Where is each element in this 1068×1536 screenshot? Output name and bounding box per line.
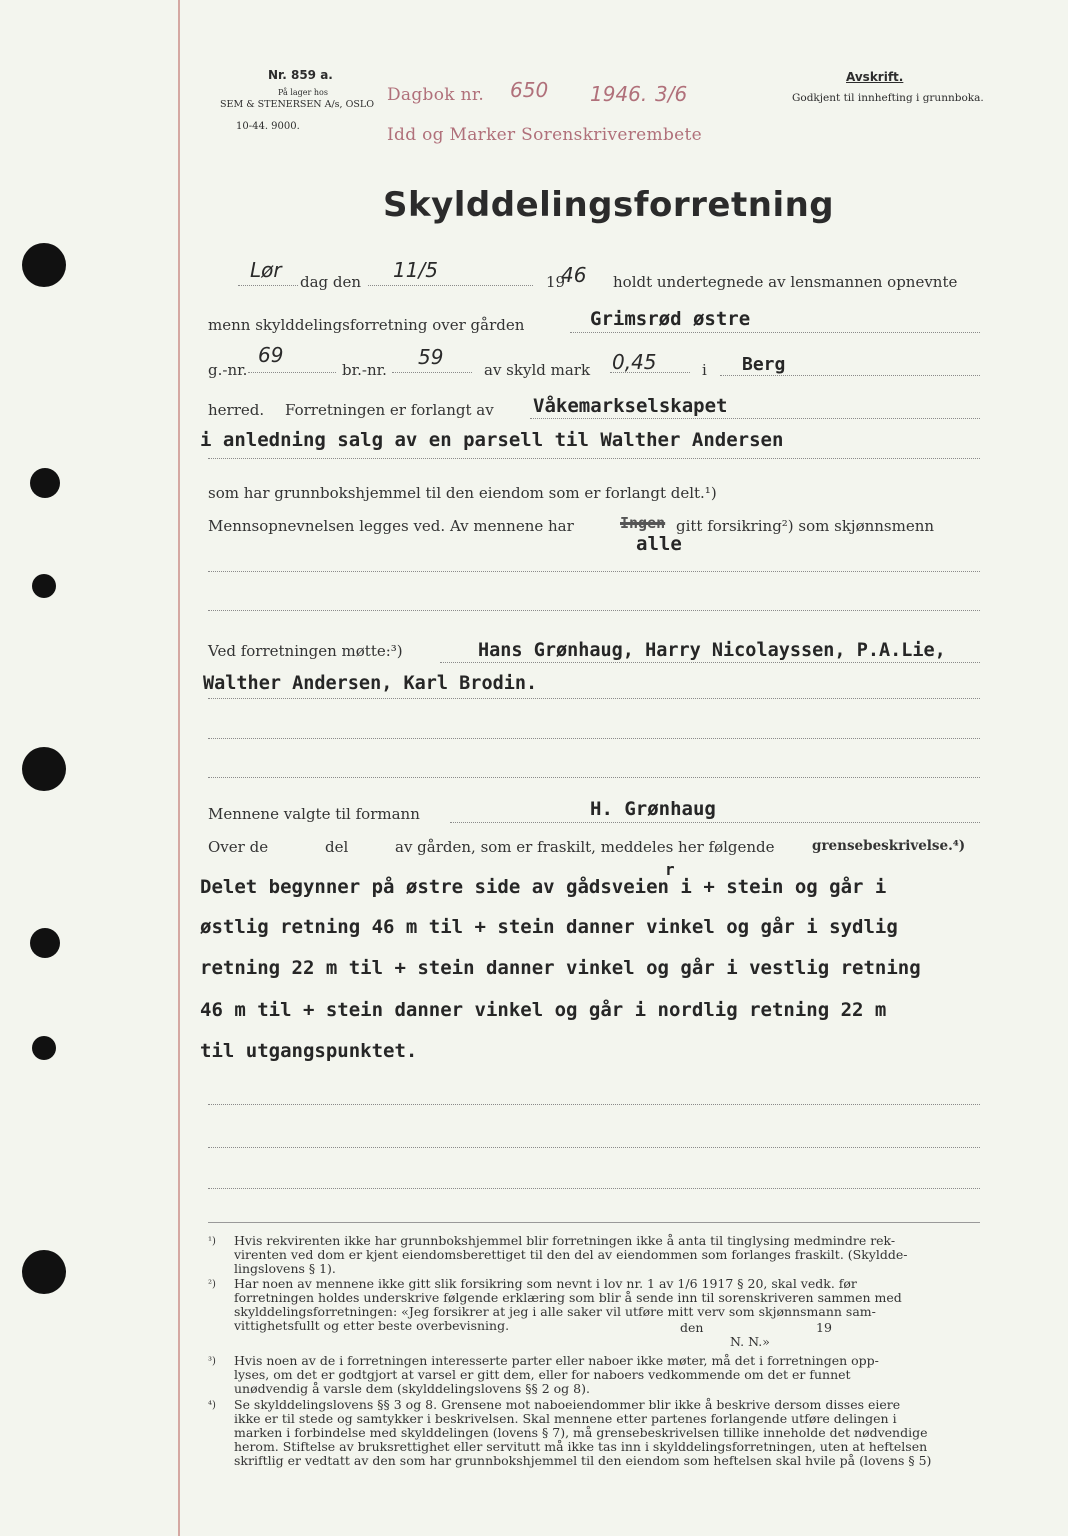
punch-hole bbox=[22, 747, 66, 791]
dotted-line bbox=[530, 418, 980, 419]
line2-text: menn skylddelingsforretning over gården bbox=[208, 316, 525, 334]
footnote-1-line: virenten ved dom er kjent eiendomsberettiget til den del av eiendommen som forlanges fraskilt. (Skyldde- bbox=[234, 1247, 908, 1262]
footnote-divider bbox=[208, 1222, 980, 1223]
dotted-line bbox=[248, 372, 336, 373]
dotted-line bbox=[208, 458, 980, 459]
footnote-4-line: ikke er til stede og samtykker i beskrivelsen. Skal mennene etter partenes forlangende utføre delingen i bbox=[234, 1411, 897, 1426]
punch-hole bbox=[22, 243, 66, 287]
year-value: 46 bbox=[561, 263, 587, 287]
day-label: dag den bbox=[300, 273, 362, 291]
dotted-line bbox=[208, 1147, 980, 1148]
footnote-2-year: 19 bbox=[816, 1320, 832, 1335]
copy-label: Avskrift. bbox=[846, 70, 904, 84]
dotted-line bbox=[440, 662, 980, 663]
weekday: Lør bbox=[250, 258, 282, 282]
reason-text: i anledning salg av en parsell til Walther Andersen bbox=[200, 429, 784, 451]
mennsopp-text1: Mennsopnevnelsen legges ved. Av mennene har bbox=[208, 517, 574, 535]
punch-hole bbox=[32, 574, 56, 598]
gnr-value: 69 bbox=[258, 343, 284, 367]
punch-hole bbox=[30, 928, 60, 958]
year-prefix: 19 bbox=[546, 273, 566, 291]
boundary-line: til utgangspunktet. bbox=[200, 1040, 418, 1062]
footnote-2-sign: N. N.» bbox=[730, 1334, 770, 1349]
chair-label: Mennene valgte til formann bbox=[208, 805, 420, 823]
print-code: 10-44. 9000. bbox=[236, 121, 300, 132]
bnr-label: br.-nr. bbox=[342, 361, 387, 379]
journal-stamp: Dagbok nr. bbox=[387, 85, 485, 105]
punch-hole bbox=[30, 468, 60, 498]
footnote-2-line: forretningen holdes underskrive følgende erklæring som blir å sende inn til sorenskriveren sammen med bbox=[234, 1290, 902, 1305]
punch-hole bbox=[32, 1036, 56, 1060]
journal-date: 3/6 bbox=[655, 82, 688, 106]
publisher-line2: SEM & STENERSEN A/s, OSLO bbox=[220, 99, 374, 110]
struck-word: Ingen bbox=[620, 514, 666, 532]
form-number: Nr. 859 a. bbox=[268, 68, 333, 82]
footnote-4-line: Se skylddelingslovens §§ 3 og 8. Grensene mot naboeiendommer blir ikke å beskrive dersom disses eiere bbox=[234, 1397, 901, 1412]
footnote-4-number: ⁴) bbox=[208, 1400, 216, 1411]
boundary-line: retning 22 m til + stein danner vinkel og går i vestlig retning bbox=[200, 957, 921, 979]
footnote-2-number: ²) bbox=[208, 1279, 216, 1290]
dotted-line bbox=[368, 285, 533, 286]
footnote-2-line: skylddelingsforretningen: «Jeg forsikrer at jeg i alle saker vil utføre mitt verv som skjønnsmann sam- bbox=[234, 1304, 876, 1319]
chair-name: H. Grønhaug bbox=[590, 798, 716, 820]
dotted-line bbox=[570, 332, 980, 333]
herred-name: Berg bbox=[742, 354, 786, 375]
dotted-line bbox=[208, 738, 980, 739]
dotted-line bbox=[720, 375, 980, 376]
date-value: 11/5 bbox=[393, 258, 438, 282]
hjemmel-text: som har grunnbokshjemmel til den eiendom som er forlangt delt.¹) bbox=[208, 484, 717, 502]
herred-label: herred. bbox=[208, 401, 265, 419]
journal-number: 650 bbox=[510, 78, 549, 102]
footnote-3-number: ³) bbox=[208, 1356, 216, 1367]
attendees-line1: Hans Grønhaug, Harry Nicolayssen, P.A.Lie, bbox=[478, 640, 946, 661]
attend-label: Ved forretningen møtte:³) bbox=[208, 642, 403, 660]
gnr-label: g.-nr. bbox=[208, 361, 248, 379]
footnote-4-line: herom. Stiftelse av bruksrettighet eller servitutt må ikke tas inn i skylddelingsforretningen, uten at heftelsen bbox=[234, 1439, 928, 1454]
boundary-line: 46 m til + stein danner vinkel og går i nordlig retning 22 m bbox=[200, 999, 887, 1021]
footnote-4-line: marken i forbindelse med skylddelingen (lovens § 7), må grensebeskrivelsen tillike inneholde det nødvendige bbox=[234, 1425, 928, 1440]
boundary-line: østlig retning 46 m til + stein danner vinkel og går i sydlig bbox=[200, 916, 898, 938]
dotted-line bbox=[208, 1104, 980, 1105]
footnote-2-line: vittighetsfullt og etter beste overbevisning. bbox=[234, 1318, 510, 1333]
over-de-label: Over de bbox=[208, 838, 269, 856]
footnote-2-den: den bbox=[680, 1320, 704, 1335]
journal-year: 1946. bbox=[590, 82, 648, 106]
dotted-line bbox=[238, 285, 298, 286]
boundary-bold: grensebeskrivelse.⁴) bbox=[812, 838, 966, 854]
footnote-1-number: ¹) bbox=[208, 1236, 216, 1247]
insert-r: r bbox=[665, 860, 675, 879]
dotted-line bbox=[450, 822, 980, 823]
footnote-3-line: Hvis noen av de i forretningen interesserte parter eller naboer ikke møter, må det i forretningen opp- bbox=[234, 1353, 879, 1368]
dotted-line bbox=[208, 610, 980, 611]
dotted-line bbox=[208, 777, 980, 778]
footnote-1-line: Hvis rekvirenten ikke har grunnbokshjemmel blir forretningen ikke å anta til tinglysing medmindre rek- bbox=[234, 1233, 896, 1248]
in-label: i bbox=[702, 361, 707, 379]
margin-line bbox=[178, 0, 180, 1536]
footnote-1-line: lingslovens § 1). bbox=[234, 1261, 336, 1276]
dotted-line bbox=[208, 1188, 980, 1189]
boundary-intro: av gården, som er fraskilt, meddeles her følgende bbox=[395, 838, 775, 856]
footnote-2-line: Har noen av mennene ikke gitt slik forsikring som nevnt i lov nr. 1 av 1/6 1917 § 20, skal vedk. før bbox=[234, 1276, 857, 1291]
dotted-line bbox=[208, 698, 980, 699]
copy-note: Godkjent til innhefting i grunnboka. bbox=[792, 92, 984, 104]
dotted-line bbox=[610, 372, 690, 373]
dotted-line bbox=[208, 571, 980, 572]
punch-hole bbox=[22, 1250, 66, 1294]
bnr-value: 59 bbox=[418, 345, 444, 369]
footnote-3-line: unødvendig å varsle dem (skylddelingslovens §§ 2 og 8). bbox=[234, 1381, 590, 1396]
requested-text: Forretningen er forlangt av bbox=[285, 401, 494, 419]
boundary-line: Delet begynner på østre side av gådsveien i + stein og går i bbox=[200, 876, 887, 898]
inserted-word: alle bbox=[636, 533, 682, 555]
skyld-value: 0,45 bbox=[612, 350, 657, 374]
held-text: holdt undertegnede av lensmannen opnevnte bbox=[613, 273, 958, 291]
footnote-4-line: skriftlig er vedtatt av den som har grunnbokshjemmel til den eiendom som heftelsen skal hvile på (lovens § 5) bbox=[234, 1453, 932, 1468]
footnote-3-line: lyses, om det er godtgjort at varsel er gitt dem, eller for naboers vedkommende om det er funnet bbox=[234, 1367, 851, 1382]
mennsopp-text2: gitt forsikring²) som skjønnsmenn bbox=[676, 517, 935, 535]
attendees-line2: Walther Andersen, Karl Brodin. bbox=[203, 673, 538, 694]
publisher-line1: På lager hos bbox=[278, 88, 328, 97]
skyld-label: av skyld mark bbox=[484, 361, 591, 379]
dotted-line bbox=[392, 372, 472, 373]
farm-name: Grimsrød østre bbox=[590, 308, 751, 330]
office-stamp: Idd og Marker Sorenskriverembete bbox=[387, 125, 702, 145]
requester-name: Våkemarkselskapet bbox=[533, 395, 728, 417]
del-label: del bbox=[325, 838, 349, 856]
document-title: Skylddelingsforretning bbox=[383, 185, 835, 225]
